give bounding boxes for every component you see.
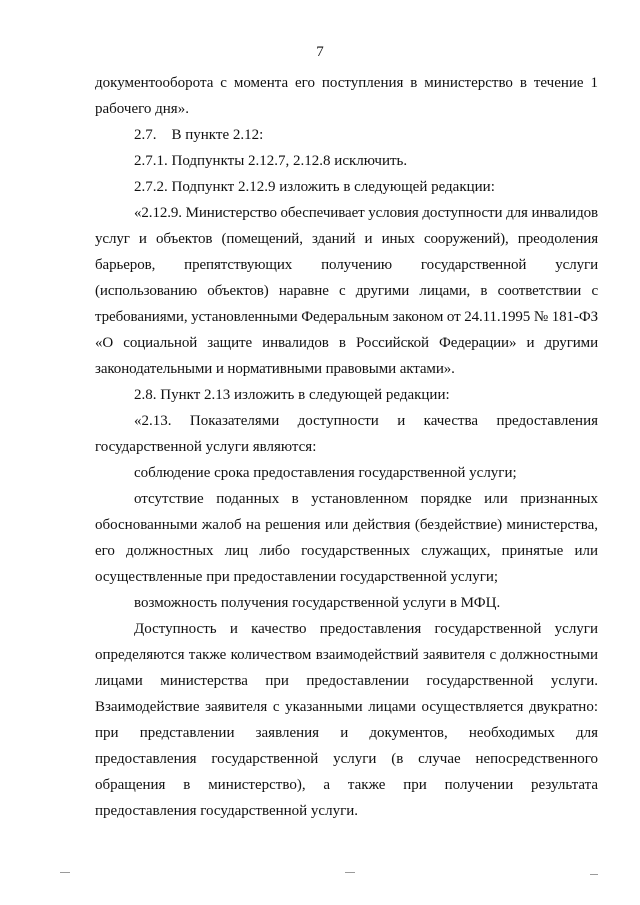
paragraph-interactions: Доступность и качество предоставления государственной услуги определяются также количеством взаимодействий заявителя с должностными лицами министерства при предоставлении государственной услуги. Взаимодействие заявителя с указанными лицами осуществляется двукратно: при представлении заявления и документов, необходимых для предоставления государственной услуги (в случае непосредственного обращения в министерство), а также при получении результата предоставления государственной услуги.	[95, 621, 598, 819]
page-number: 7	[316, 44, 324, 60]
document-body	[95, 70, 598, 824]
paragraph-2-7-2: 2.7.2. Подпункт 2.12.9 изложить в следующей редакции:	[134, 179, 495, 195]
scan-mark	[60, 872, 70, 873]
paragraph-2-7-1: 2.7.1. Подпункты 2.12.7, 2.12.8 исключить.	[134, 153, 408, 169]
scan-mark	[345, 872, 355, 873]
paragraph-indicator-deadline: соблюдение срока предоставления государственной услуги;	[134, 465, 517, 481]
paragraph-indicator-mfc: возможность получения государственной услуги в МФЦ.	[134, 595, 501, 611]
paragraph-2-8: 2.8. Пункт 2.13 изложить в следующей редакции:	[134, 387, 450, 403]
paragraph-indicator-complaints: отсутствие поданных в установленном порядке или признанных обоснованными жалоб на решения или действия (бездействие) министерства, его должностных лиц либо государственных служащих, принятые или осуществленные при предоставлении государственной услуги;	[95, 491, 598, 585]
paragraph-continuation: документооборота с момента его поступления в министерство в течение 1 рабочего дня».	[95, 75, 598, 117]
paragraph-2-13-intro: «2.13. Показателями доступности и качества предоставления государственной услуги являются:	[95, 413, 598, 455]
scan-mark	[590, 874, 598, 875]
paragraph-2-12-9-text: «2.12.9. Министерство обеспечивает условия доступности для инвалидов услуг и объектов (помещений, зданий и иных сооружений), преодоления барьеров, препятствующих получению государственной услуги (использованию объектов) наравне с другими лицами, в соответствии с требованиями, установленными Федеральным законом от 24.11.1995 № 181-ФЗ «О социальной защите инвалидов в Российской Федерации» и другими законодательными и нормативными правовыми актами».	[95, 205, 599, 377]
paragraph-2-7: 2.7. В пункте 2.12:	[134, 127, 264, 143]
